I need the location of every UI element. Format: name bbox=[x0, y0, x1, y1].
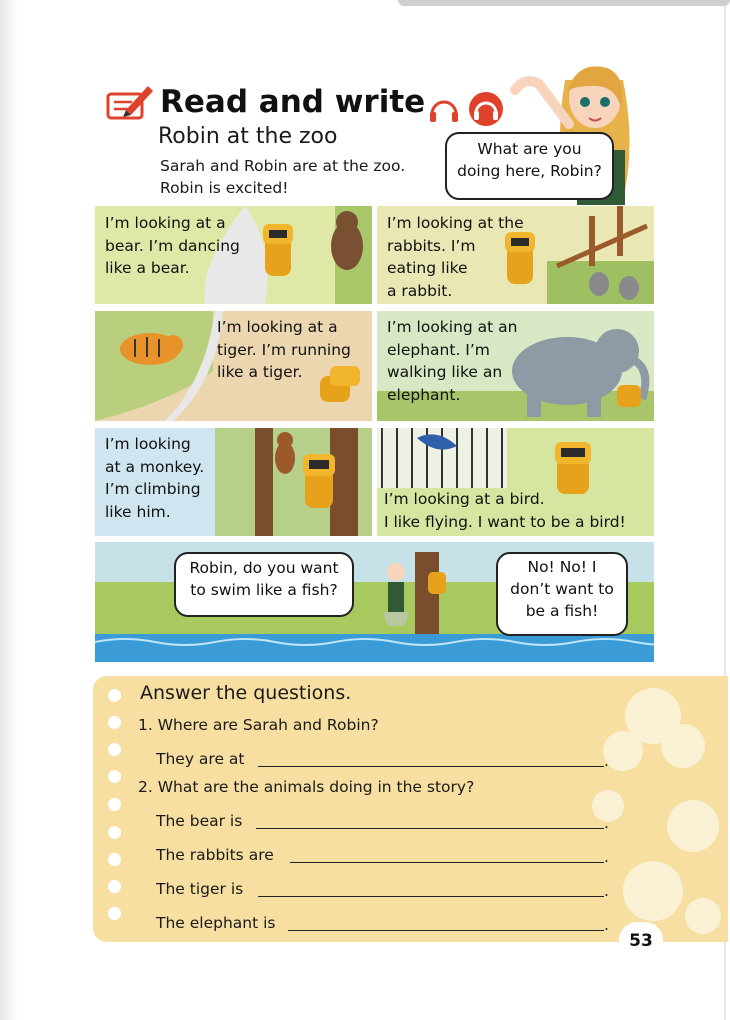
answer-1-blank[interactable] bbox=[258, 766, 604, 767]
headphones-outline-icon bbox=[430, 102, 458, 122]
bullet-dot bbox=[108, 689, 121, 702]
panel-text-line: bear. I’m dancing bbox=[105, 236, 240, 255]
answer-elephant-prompt: The elephant is bbox=[156, 914, 276, 932]
bullet-dot bbox=[108, 880, 121, 893]
page-gutter-shadow bbox=[0, 0, 18, 1020]
panel-text-line: walking like an bbox=[387, 363, 503, 381]
answer-rabbits-blank[interactable] bbox=[290, 862, 604, 863]
comic-panel-elephant bbox=[377, 311, 654, 421]
bubble-line: Robin, do you want bbox=[189, 559, 339, 577]
panel-text-line: I’m looking at a bbox=[105, 214, 226, 232]
intro-line: Sarah and Robin are at the zoo. bbox=[160, 157, 406, 175]
story-intro bbox=[160, 155, 405, 199]
comic-panel-river bbox=[95, 542, 654, 662]
headphones-filled-icon bbox=[469, 92, 503, 126]
panel-text-line: I’m looking bbox=[105, 435, 191, 453]
panel-text-line: I’m looking at the bbox=[387, 214, 524, 232]
panel-text-line: rabbits. I’m bbox=[387, 236, 476, 255]
panel-text-line: elephant. I’m bbox=[387, 340, 490, 359]
panel-text-line: I’m looking at a bird. bbox=[384, 490, 545, 508]
period: . bbox=[604, 882, 609, 900]
audio-icons bbox=[428, 92, 508, 126]
bullet-dot bbox=[108, 907, 121, 920]
comic-panel-tiger bbox=[95, 311, 372, 421]
panel-text-line: like a tiger. bbox=[217, 363, 303, 381]
panel-text-line: elephant. bbox=[387, 385, 461, 404]
sarah-speech-bubble bbox=[445, 132, 614, 200]
bubble-line: don’t want to bbox=[510, 580, 614, 598]
bullet-dot bbox=[108, 770, 121, 783]
answer-heading: Answer the questions. bbox=[140, 682, 352, 704]
answer-elephant-blank[interactable] bbox=[288, 930, 604, 931]
pencil-writing-icon bbox=[104, 80, 154, 124]
bubble-line: doing here, Robin? bbox=[457, 162, 602, 180]
bullet-dot bbox=[108, 716, 121, 729]
comic-panel-rabbits bbox=[377, 206, 654, 304]
comic-panel-bird bbox=[377, 428, 654, 536]
sarah-fish-bubble bbox=[174, 552, 354, 617]
bullet-dot bbox=[108, 743, 121, 756]
panel-text-line: I like flying. I want to be a bird! bbox=[384, 512, 626, 531]
period: . bbox=[604, 848, 609, 866]
intro-line: Robin is excited! bbox=[160, 179, 289, 197]
bubble-line: What are you bbox=[477, 140, 582, 158]
panel-text-line: eating like bbox=[387, 259, 468, 277]
question-2: 2. What are the animals doing in the story? bbox=[138, 778, 475, 796]
period: . bbox=[604, 814, 609, 832]
period: . bbox=[604, 916, 609, 934]
answer-tiger-prompt: The tiger is bbox=[156, 880, 244, 898]
bubble-line: No! No! I bbox=[527, 558, 597, 576]
bullet-dot bbox=[108, 853, 121, 866]
panel-text-line: I’m looking at a bbox=[217, 318, 338, 336]
bubble-line: to swim like a fish? bbox=[190, 581, 338, 599]
answer-rabbits-prompt: The rabbits are bbox=[156, 846, 274, 864]
answer-tiger-blank[interactable] bbox=[258, 896, 604, 897]
bubble-line: be a fish! bbox=[525, 602, 599, 620]
panel-text-line: tiger. I’m running bbox=[217, 340, 351, 359]
comic-panel-monkey bbox=[95, 428, 372, 536]
panel-text-line: a rabbit. bbox=[387, 281, 453, 300]
answer-1-prompt: They are at bbox=[156, 750, 245, 768]
panel-text-line: I’m looking at an bbox=[387, 318, 518, 336]
answer-bear-blank[interactable] bbox=[256, 828, 604, 829]
panel-text-line: at a monkey. bbox=[105, 457, 205, 476]
period: . bbox=[604, 752, 609, 770]
page-number: 53 bbox=[619, 922, 663, 958]
comic-panel-bear bbox=[95, 206, 372, 304]
question-1: 1. Where are Sarah and Robin? bbox=[138, 716, 379, 734]
answer-bear-prompt: The bear is bbox=[156, 812, 243, 830]
top-edge-strip bbox=[398, 0, 730, 6]
robin-fish-bubble bbox=[496, 552, 628, 636]
bullet-dot bbox=[108, 798, 121, 811]
story-subtitle: Robin at the zoo bbox=[158, 124, 338, 149]
panel-text-line: like a bear. bbox=[105, 259, 190, 277]
panel-text-line: I’m climbing bbox=[105, 480, 201, 498]
bullet-dot bbox=[108, 826, 121, 839]
panel-text-line: like him. bbox=[105, 502, 171, 521]
page-title: Read and write bbox=[160, 84, 426, 120]
